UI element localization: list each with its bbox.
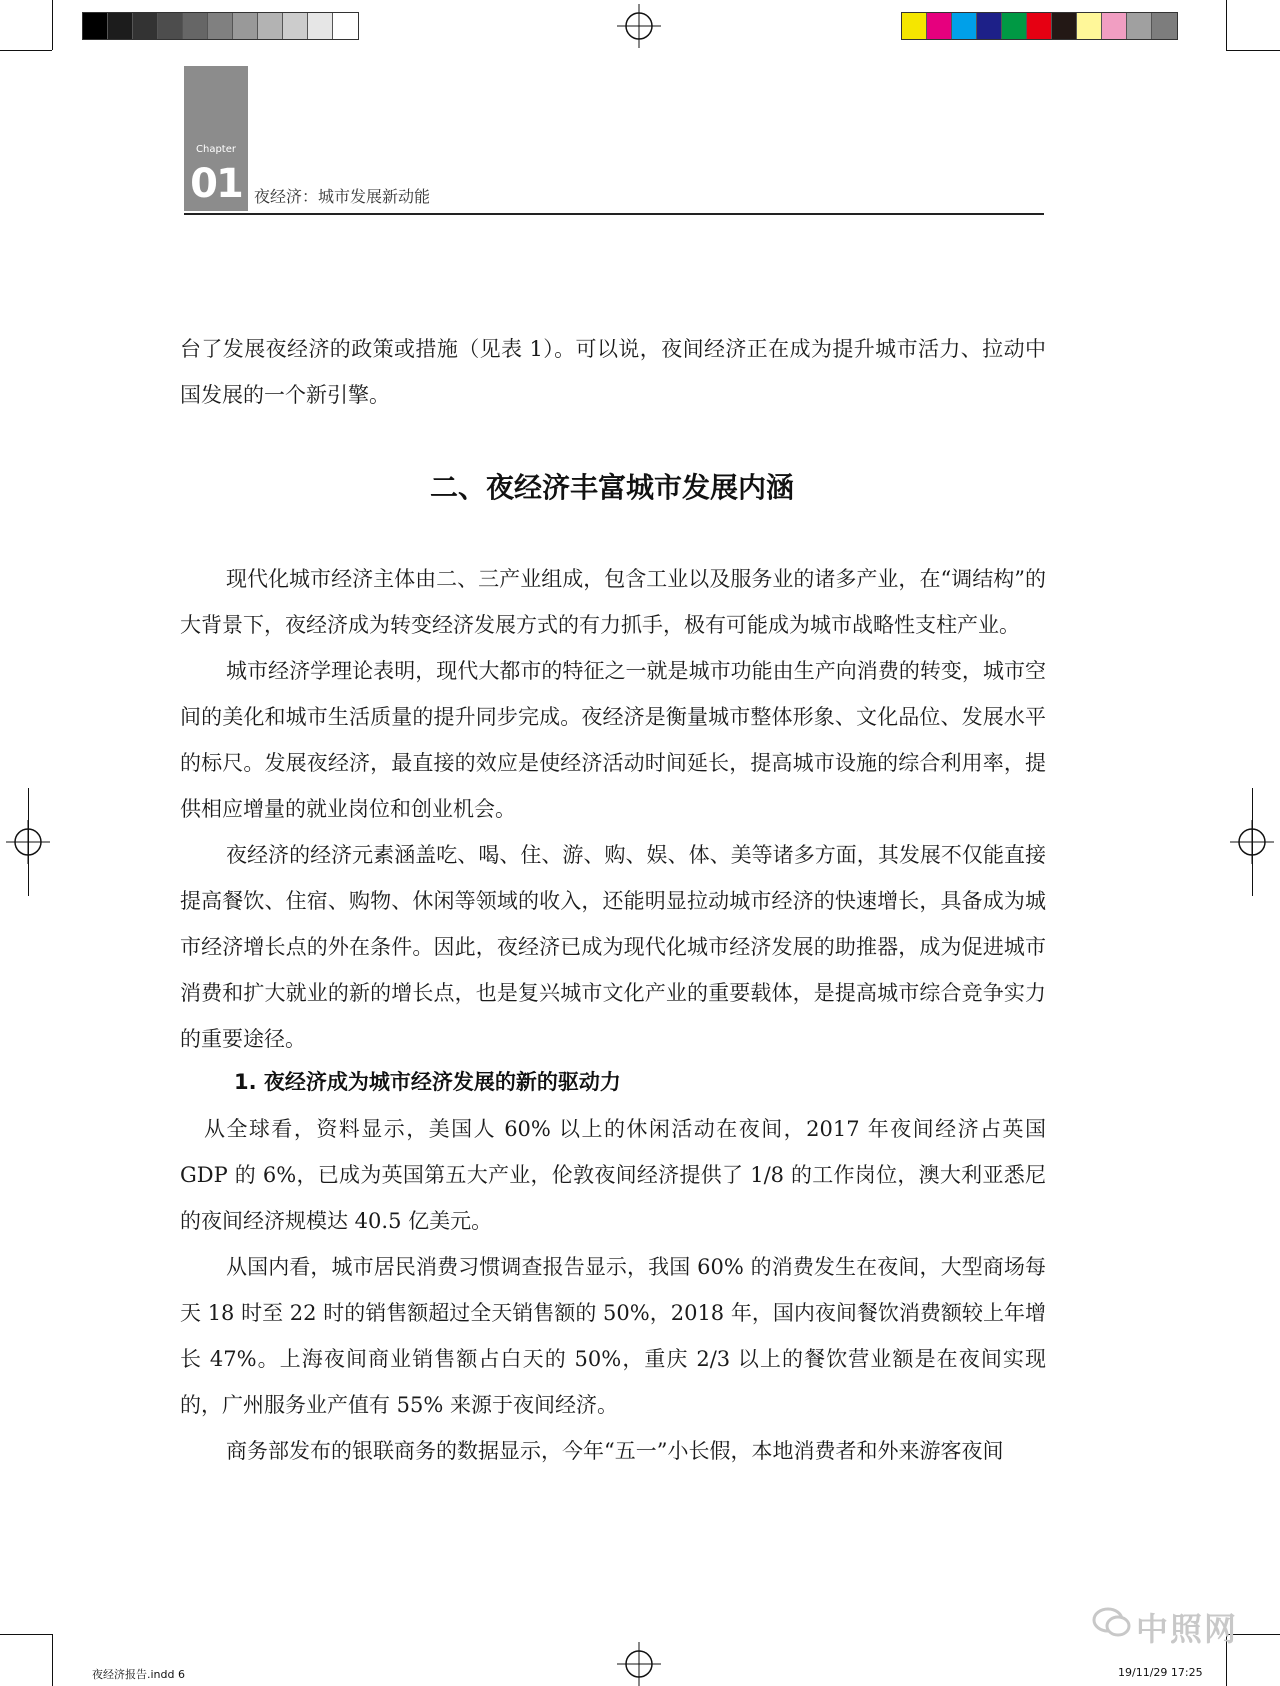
section-title: 二、夜经济丰富城市发展内涵 xyxy=(429,471,794,504)
registration-target-bottom-icon xyxy=(617,1642,661,1686)
gray-swatch-4 xyxy=(158,13,183,39)
timestamp: 19/11/29 17:25 xyxy=(1118,1666,1203,1679)
paragraph-2: 现代化城市经济主体由二、三产业组成，包含工业以及服务业的诸多产业，在“调结构”的大背景下，夜经济成为转变经济发展方式的有力抓手，极有可能成为城市战略性支柱产业。 xyxy=(180,567,1046,637)
subsection-title: 1. 夜经济成为城市经济发展的新的驱动力 xyxy=(234,1070,621,1094)
color-swatch-8 xyxy=(1077,13,1102,39)
paragraph-3: 城市经济学理论表明，现代大都市的特征之一就是城市功能由生产向消费的转变，城市空间的美化和城市生活质量的提升同步完成。夜经济是衡量城市整体形象、文化品位、发展水平的标尺。发展夜经济，最直接的效应是使经济活动时间延长，提高城市设施的综合利用率，提供相应增量的就业岗位和创业机会。 xyxy=(180,659,1046,821)
gray-swatch-10 xyxy=(308,13,333,39)
paragraph-4: 夜经济的经济元素涵盖吃、喝、住、游、购、娱、体、美等诸多方面，其发展不仅能直接提高餐饮、住宿、购物、休闲等领域的收入，还能明显拉动城市经济的快速增长，具备成为城市经济增长点的外在条件。因此，夜经济已成为现代化城市经济发展的助推器，成为促进城市消费和扩大就业的新的增长点，也是复兴城市文化产业的重要载体，是提高城市综合竞争实力的重要途径。 xyxy=(180,843,1046,1051)
color-swatch-11 xyxy=(1152,13,1177,39)
gray-swatch-1 xyxy=(83,13,108,39)
gray-swatch-3 xyxy=(133,13,158,39)
color-swatch-9 xyxy=(1102,13,1127,39)
gray-swatch-11 xyxy=(333,13,358,39)
color-swatch-4 xyxy=(977,13,1002,39)
chapter-number: 01 xyxy=(190,161,242,207)
chapter-label: Chapter xyxy=(196,144,236,155)
color-swatch-10 xyxy=(1127,13,1152,39)
wechat-icon xyxy=(1092,1606,1132,1640)
paragraph-1: 台了发展夜经济的政策或措施（见表 1）。可以说，夜间经济正在成为提升城市活力、拉动中国发展的一个新引擎。 xyxy=(180,337,1046,407)
color-swatch-bar xyxy=(901,12,1178,40)
crop-mark-bottom-left-v xyxy=(52,1634,53,1686)
paragraph-6: 从国内看，城市居民消费习惯调查报告显示，我国 60% 的消费发生在夜间，大型商场每天 18 时至 22 时的销售额超过全天销售额的 50%，2018 年，国内夜间餐饮消费额较上年增长 47%。上海夜间商业销售额占白天的 50%，重庆 2/3 以上的餐饮营业额是在夜间实现的，广州服务业产值有 55% 来源于夜间经济。 xyxy=(180,1255,1046,1417)
gray-swatch-2 xyxy=(108,13,133,39)
gray-swatch-7 xyxy=(233,13,258,39)
crop-mark-top-right-v xyxy=(1226,0,1227,50)
watermark: 中照网 xyxy=(1136,1610,1239,1648)
side-mark-right xyxy=(1252,788,1253,896)
color-swatch-7 xyxy=(1052,13,1077,39)
file-label: 夜经济报告.indd 6 xyxy=(92,1668,185,1681)
color-swatch-5 xyxy=(1002,13,1027,39)
paragraph-7: 商务部发布的银联商务的数据显示，今年“五一”小长假，本地消费者和外来游客夜间 xyxy=(226,1439,1004,1463)
color-swatch-2 xyxy=(927,13,952,39)
crop-mark-bottom-left-h xyxy=(0,1634,52,1635)
crop-mark-top-left-v xyxy=(52,0,53,50)
crop-mark-top-left-h xyxy=(0,50,52,51)
registration-target-top-icon xyxy=(617,4,661,48)
gray-swatch-8 xyxy=(258,13,283,39)
color-swatch-3 xyxy=(952,13,977,39)
running-title: 夜经济：城市发展新动能 xyxy=(254,187,431,206)
color-swatch-1 xyxy=(902,13,927,39)
gray-swatch-5 xyxy=(183,13,208,39)
gray-swatch-9 xyxy=(283,13,308,39)
gray-swatch-6 xyxy=(208,13,233,39)
paragraph-5: 从全球看，资料显示，美国人 60% 以上的休闲活动在夜间，2017 年夜间经济占英国 GDP 的 6%，已成为英国第五大产业，伦敦夜间经济提供了 1/8 的工作岗位，澳大利亚悉尼的夜间经济规模达 40.5 亿美元。 xyxy=(180,1117,1046,1233)
color-swatch-6 xyxy=(1027,13,1052,39)
side-mark-left xyxy=(28,788,29,896)
chapter-tab xyxy=(184,66,248,211)
crop-mark-top-right-h xyxy=(1226,50,1280,51)
grayscale-swatch-bar xyxy=(82,12,359,40)
header-rule xyxy=(184,213,1044,215)
